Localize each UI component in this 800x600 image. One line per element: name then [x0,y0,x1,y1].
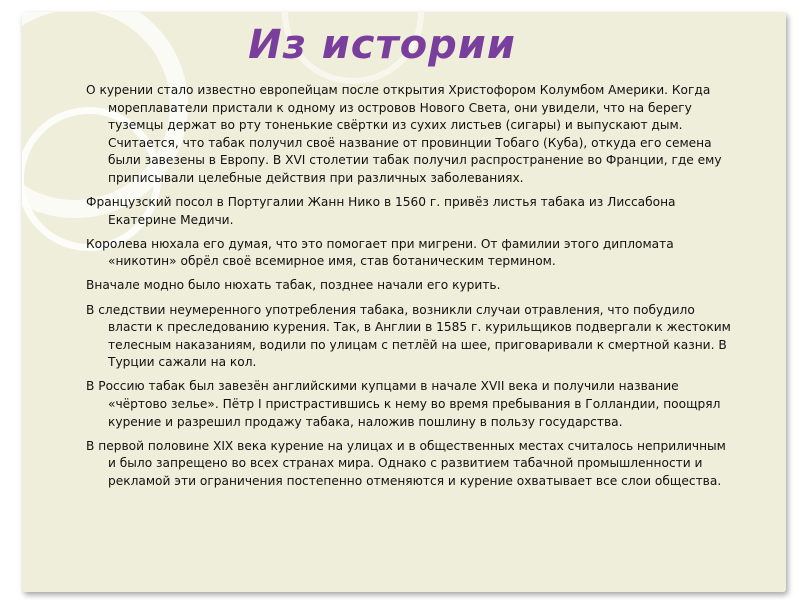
paragraph-xix-century: В первой половине XIX века курение на улицах и в общественных местах считалось неприличным и было запрещено во всех странах мира. Однако с развитием табачной промышленности и рекламой эти ограничения постепенно отменяются и курение охватывает все слои общества. [86,438,726,488]
paragraph-columbus: О курении стало известно европейцам после открытия Христофором Колумбом Америки. Когда мореплаватели пристали к одному из островов Нового Света, они увидели, что на берегу туземцы держат во рту тоненькие свёртки из сухих листьев (сигары) и выпускают дым. Считается, что табак получил своё название от провинции Тобаго (Куба), откуда его семена были завезены в Европу. В XVI столетии табак получил распространение во Франции, где ему приписывали целебные действия при различных заболеваниях. [86,83,722,185]
slide-body [86,82,736,497]
paragraph-russia: В Россию табак был завезён английскими купцами в начале XVII века и получили название «чёртово зелье». Пётр I пристрастившись к нему во время пребывания в Голландии, поощрял курение и разрешил продажу табака, наложив пошлину в пользу государства. [86,379,721,429]
paragraph-queen: Королева нюхала его думая, что это помогает при мигрени. От фамилии этого дипломата «никотин» обрёл своё всемирное имя, став ботаническим термином. [86,236,674,269]
paragraph-persecution: В следствии неумеренного употребления табака, возникли случаи отравления, что побудило власти к преследованию курения. Так, в Англии в 1585 г. курильщиков подвергали к жестоким телесным наказаниям, водили по улицам с петлёй на шее, приговаривали к смертной казни. В Турции сажали на кол. [86,302,731,370]
paragraph-nicot: Французский посол в Португалии Жанн Нико в 1560 г. привёз листья табака из Лиссабона Екатерине Медичи. [86,195,676,227]
paragraph-snuff: Вначале модно было нюхать табак, позднее начали его курить. [86,278,501,293]
slide-title: Из истории [248,22,516,68]
